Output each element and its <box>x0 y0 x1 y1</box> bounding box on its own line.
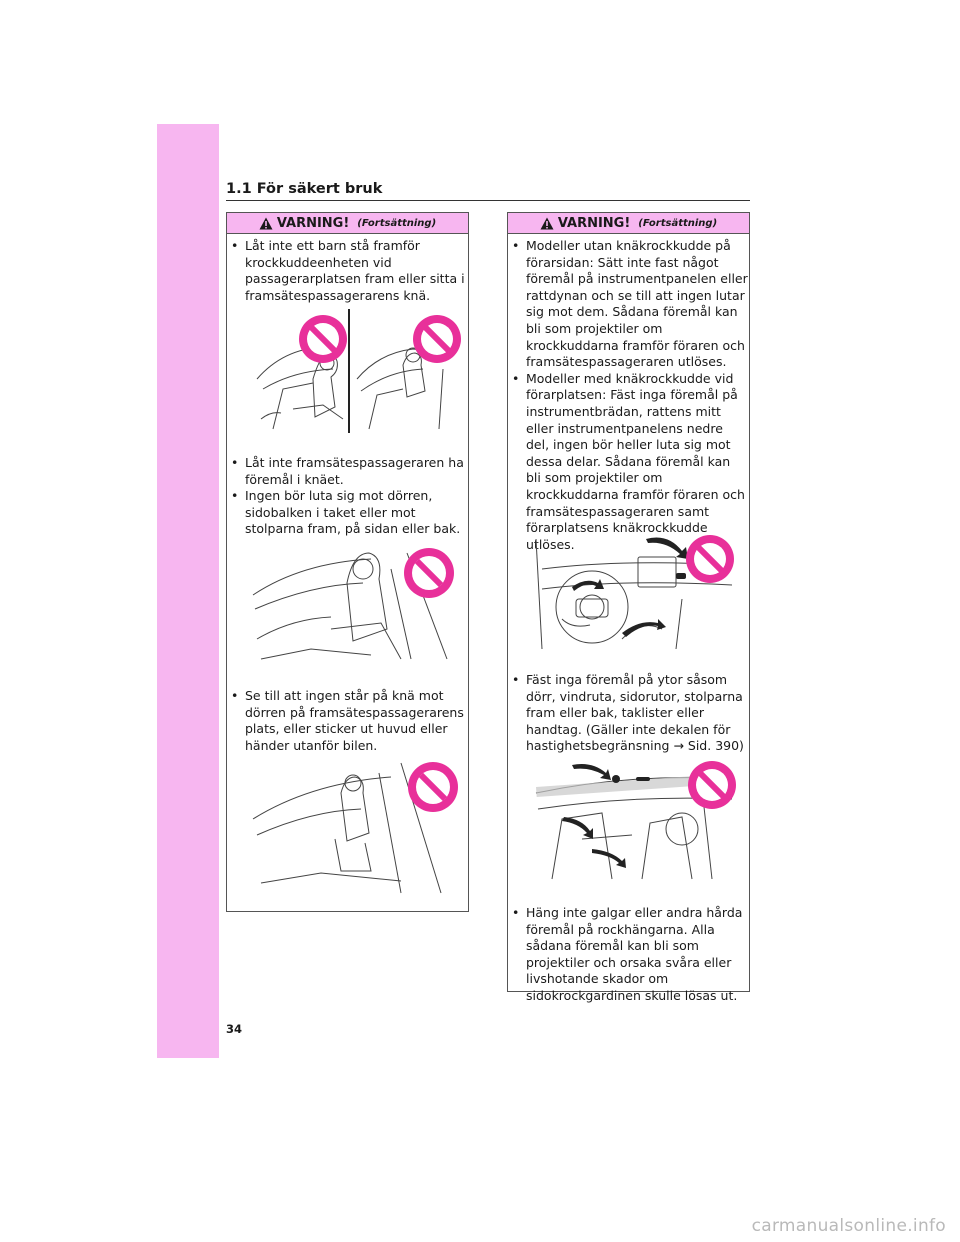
warning-box-right <box>507 212 750 1003</box>
page-header: 1.1 För säkert bruk <box>226 181 383 197</box>
bullet-item: • Modeller med knäkrockkudde vid förarplatsen: Fäst inga föremål på instrumentbrädan, rattens mitt eller instrumentpanelens nedre del, ingen bör heller luta sig mot dessa delar. Sådana föremål kan bli som projektiler om krockkuddarna framför föraren och framsätespassageraren samt förarplatsens knäkrockkudde utlöses. <box>512 370 745 552</box>
warning-triangle-icon <box>259 217 273 230</box>
bullet-list-2 <box>508 672 748 755</box>
sidebar-strip <box>157 124 219 1058</box>
warning-continued: (Fortsättning) <box>357 217 437 229</box>
bullet-item: • Se till att ingen står på knä mot dörren på framsätespassagerarens plats, eller sticker ut huvud eller händer utanför bilen. <box>231 688 464 753</box>
warning-triangle-icon <box>540 217 554 230</box>
bullet-item: • Låt inte ett barn stå framför krockkuddeenheten vid passagerarplatsen fram eller sitta i framsätespassagerarens knä. <box>231 238 465 303</box>
prohibition-icon <box>686 535 734 583</box>
prohibition-icon <box>413 315 461 363</box>
bullet-item: • Ingen bör luta sig mot dörren, sidobalken i taket eller mot stolparna fram, på sidan eller bak. <box>231 488 461 537</box>
dashboard-illustration <box>532 529 742 653</box>
bullet-list-1 <box>227 238 465 304</box>
bullet-item: • Låt inte framsätespassageraren ha föremål i knäet. <box>231 455 464 487</box>
child-front-seat-illustration <box>253 309 461 433</box>
bullet-item: • Fäst inga föremål på ytor såsom dörr, vindruta, sidorutor, stolparna fram eller bak, taklister eller handtag. (Gäller inte dekalen för hastighetsbegränsning → Sid. 390) <box>512 672 744 754</box>
prohibition-icon <box>408 762 458 812</box>
warning-title: VARNING! <box>276 215 350 231</box>
leaning-on-door-illustration <box>251 539 461 667</box>
warning-title: VARNING! <box>557 215 631 231</box>
warning-continued: (Fortsättning) <box>638 217 718 229</box>
prohibition-icon <box>688 761 736 809</box>
warning-header <box>227 213 468 234</box>
bullet-list-1 <box>508 238 748 553</box>
warning-box-left <box>226 212 469 912</box>
kneeling-at-door-illustration <box>251 753 461 895</box>
bullet-item: • Modeller utan knäkrockkudde på förarsidan: Sätt inte fast något föremål på instrumentpanelen eller rattdynan och se till att ingen lutar sig mot dem. Sådana föremål kan bli som projektiler om krockkuddarna framför föraren och framsätespassageraren utlöses. <box>512 238 748 370</box>
bullet-list-3 <box>508 905 748 1005</box>
header-rule <box>226 200 750 201</box>
bullet-item: • Häng inte galgar eller andra hårda föremål på rockhängarna. Alla sådana föremål kan bli som projektiler och orsaka svåra eller livshotande skador om sidokrockgardinen skulle lösas ut. <box>512 905 743 1003</box>
watermark: carmanualsonline.info <box>751 1216 946 1236</box>
warning-header <box>508 213 749 234</box>
prohibition-icon <box>299 315 347 363</box>
bullet-list-3 <box>227 688 467 754</box>
page-reference[interactable]: → Sid. 390) <box>673 738 744 754</box>
cabin-interior-illustration <box>532 759 742 883</box>
prohibition-icon <box>404 548 454 598</box>
bullet-list-2 <box>227 455 465 538</box>
page-number: 34 <box>226 1022 243 1036</box>
